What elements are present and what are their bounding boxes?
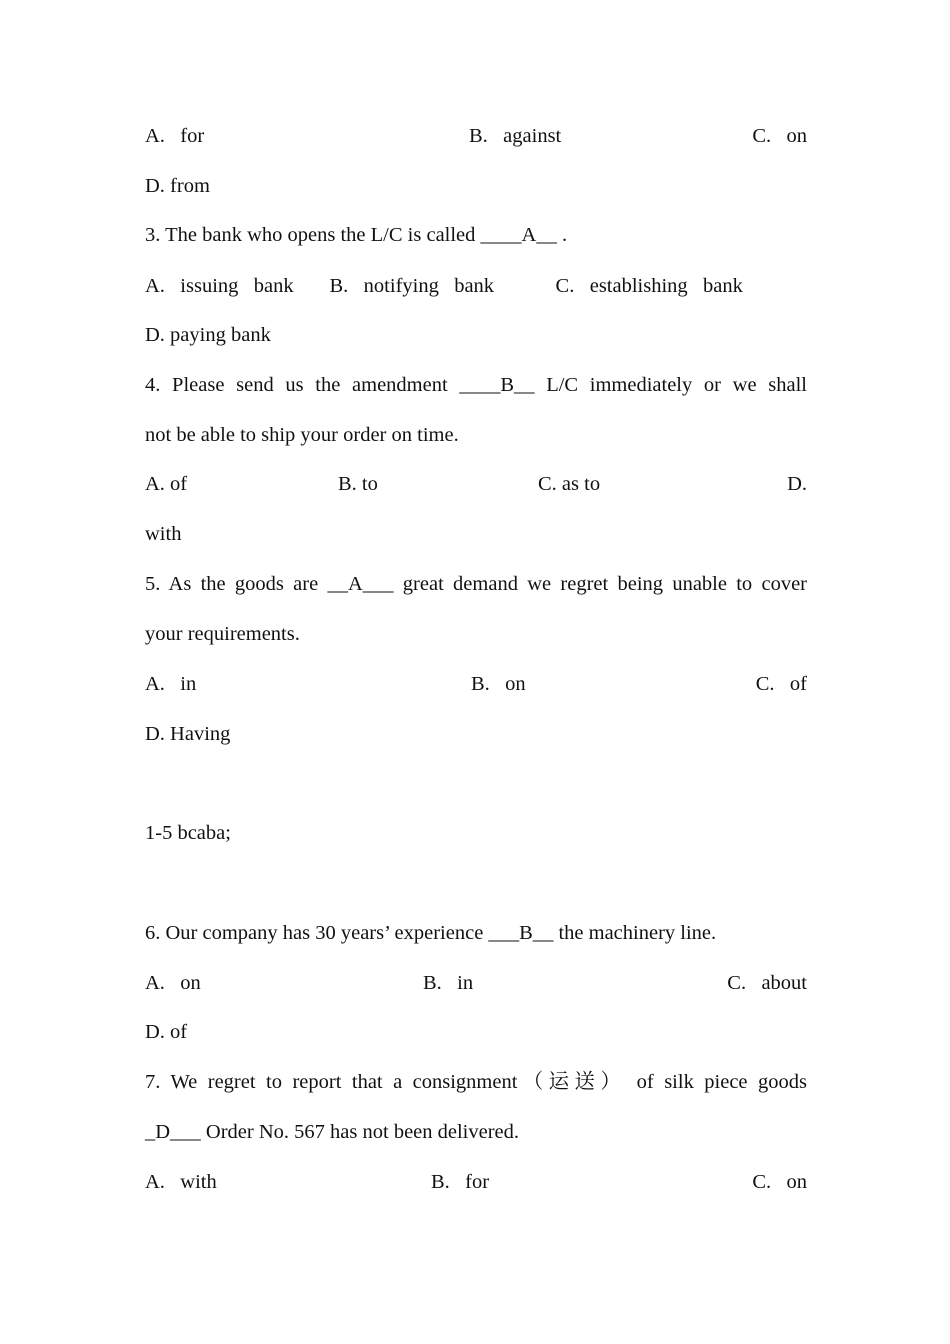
- answer-key: 1-5 bcaba;: [145, 822, 231, 844]
- q3-option-d: D. paying bank: [145, 324, 271, 346]
- q7-options-row: [145, 1167, 807, 1197]
- q4-stem-line1: 4. Please send us the amendment ____B__ L/C immediately or we shall: [145, 374, 807, 396]
- q2-options-row: [145, 121, 807, 151]
- q6-option-b: B. in: [423, 972, 474, 994]
- q2-option-d: D. from: [145, 175, 210, 197]
- q6-stem: 6. Our company has 30 years’ experience ___B__ the machinery line.: [145, 922, 717, 944]
- q7-option-a: A. with: [145, 1171, 217, 1193]
- q6-option-c: C. about: [727, 972, 807, 994]
- q3-options-row: A. issuing bank B. notifying bank C. establishing bank: [145, 275, 743, 297]
- q5-stem-line2: your requirements.: [145, 623, 300, 645]
- q7-option-b: B. for: [431, 1171, 490, 1193]
- q6-options-row: [145, 968, 807, 998]
- q7-stem-line1: 7. We regret to report that a consignment（运送） of silk piece goods: [145, 1071, 807, 1093]
- q4-options-row: [145, 469, 807, 499]
- q5-option-a: A. in: [145, 673, 197, 695]
- q4-option-d-text: with: [145, 523, 182, 545]
- q5-option-c: C. of: [755, 673, 807, 695]
- q5-option-b: B. on: [471, 673, 526, 695]
- q2-option-b: B. against: [469, 125, 562, 147]
- q5-options-row: [145, 669, 807, 699]
- q3-stem: 3. The bank who opens the L/C is called ____A__ .: [145, 224, 568, 246]
- q7-option-c: C. on: [752, 1171, 807, 1193]
- q4-option-a: A. of: [145, 473, 188, 495]
- q4-option-b: B. to: [338, 473, 378, 495]
- q2-option-c: C. on: [752, 125, 807, 147]
- q6-option-a: A. on: [145, 972, 201, 994]
- q4-option-d-label: D.: [787, 473, 807, 495]
- q5-stem-line1: 5. As the goods are __A___ great demand we regret being unable to cover: [145, 573, 807, 595]
- q6-option-d: D. of: [145, 1021, 188, 1043]
- q4-stem-line2: not be able to ship your order on time.: [145, 424, 459, 446]
- q7-stem-line2: _D___ Order No. 567 has not been delivered.: [145, 1121, 520, 1143]
- q2-option-a: A. for: [145, 125, 205, 147]
- q4-option-c: C. as to: [538, 473, 601, 495]
- q5-option-d: D. Having: [145, 723, 231, 745]
